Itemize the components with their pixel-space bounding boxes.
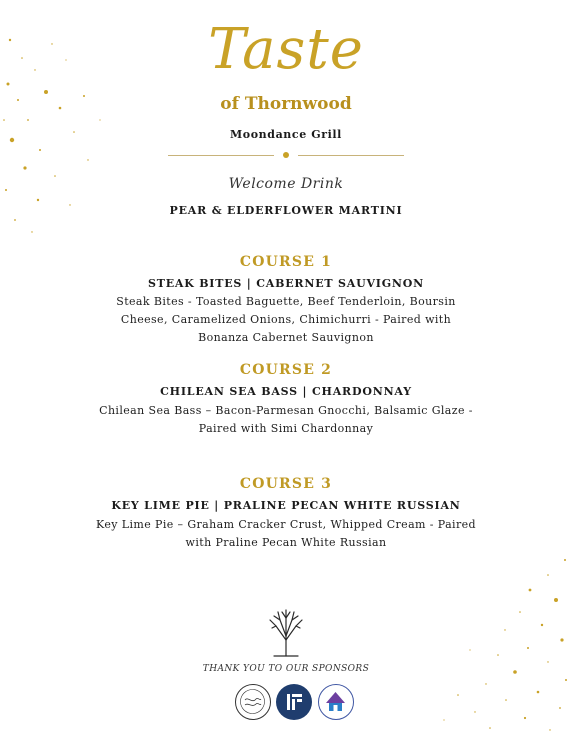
tree-icon [266,606,306,658]
course-1-desc-line-3: Bonanza Cabernet Sauvignon [198,331,374,344]
course-3-desc-line-1: Key Lime Pie – Graham Cracker Crust, Whipped Cream - Paired [96,518,476,531]
event-title-script: Taste [208,17,364,82]
sponsor-logo-blue-f [276,684,312,720]
course-1-desc-line-2: Cheese, Caramelized Onions, Chimichurri - Paired with [120,313,452,326]
divider-left [168,155,274,156]
divider-right [298,155,404,156]
course-2-dish: CHILEAN SEA BASS | CHARDONNAY [160,385,412,398]
sponsors-thanks: THANK YOU TO OUR SPONSORS [202,664,370,674]
sponsor-logo-round-script [235,684,271,720]
course-3-label: COURSE 3 [239,476,333,492]
event-title-sub: of Thornwood [220,94,352,114]
divider-dot [283,152,289,158]
course-3-desc-line-2: with Praline Pecan White Russian [185,536,387,549]
course-1-desc-line-1: Steak Bites - Toasted Baguette, Beef Tenderloin, Boursin [116,295,456,308]
welcome-drink-label: Welcome Drink [228,176,344,192]
course-2-desc-line-2: Paired with Simi Chardonnay [198,422,374,435]
sponsor-logo-purple-house [318,684,354,720]
venue-name: Moondance Grill [230,128,342,141]
course-1-dish: STEAK BITES | CABERNET SAUVIGNON [147,277,425,290]
course-2-desc-line-1: Chilean Sea Bass – Bacon-Parmesan Gnocchi, Balsamic Glaze - [99,404,473,417]
course-1-label: COURSE 1 [239,254,333,270]
course-2-label: COURSE 2 [239,362,333,378]
welcome-drink-name: PEAR & ELDERFLOWER MARTINI [169,204,403,217]
course-3-dish: KEY LIME PIE | PRALINE PECAN WHITE RUSSIAN [111,499,461,512]
